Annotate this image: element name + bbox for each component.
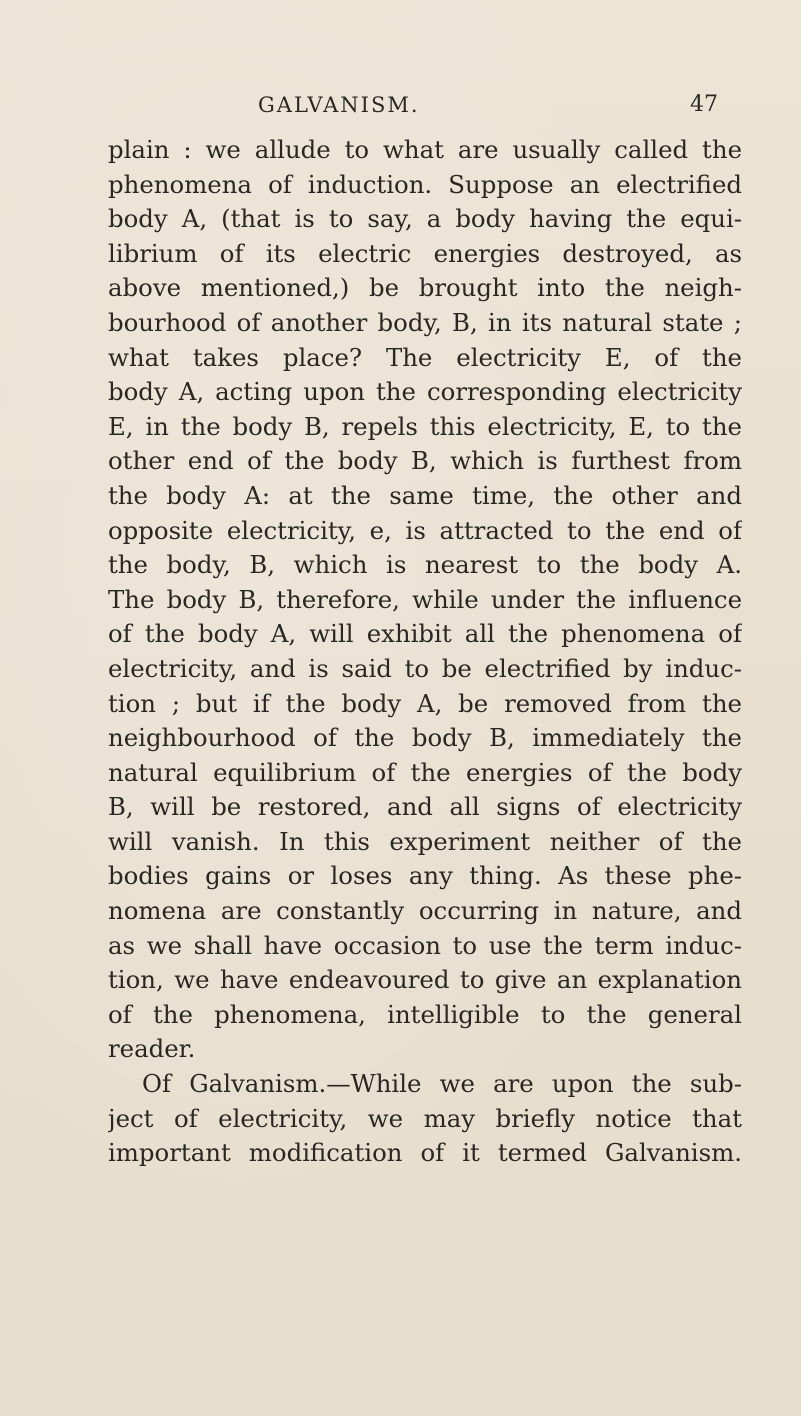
text-line: The body B, therefore, while under the influence bbox=[108, 584, 742, 614]
page-number: 47 bbox=[690, 92, 718, 117]
text-line: what takes place? The electricity E, of the bbox=[108, 342, 742, 372]
text-line: tion ; but if the body A, be removed from the bbox=[108, 688, 742, 718]
text-line: reader. bbox=[108, 1034, 196, 1064]
text-line: nomena are constantly occurring in nature, and bbox=[108, 896, 742, 926]
text-line: body A, (that is to say, a body having the equi- bbox=[108, 204, 742, 234]
text-line: above mentioned,) be brought into the neigh- bbox=[108, 273, 742, 303]
page-header bbox=[0, 88, 801, 122]
text-line: the body, B, which is nearest to the body A. bbox=[108, 550, 742, 580]
section-start-line: Of Galvanism.—While we are upon the sub- bbox=[142, 1069, 742, 1099]
text-line: other end of the body B, which is furthest from bbox=[108, 446, 742, 476]
text-line: opposite electricity, e, is attracted to the end of bbox=[108, 515, 742, 545]
text-line: librium of its electric energies destroyed, as bbox=[108, 238, 742, 268]
text-line: ject of electricity, we may briefly notice that bbox=[108, 1103, 742, 1133]
text-line: bourhood of another body, B, in its natural state ; bbox=[108, 307, 742, 337]
running-head: GALVANISM. bbox=[258, 93, 420, 117]
text-line: E, in the body B, repels this electricity, E, to the bbox=[108, 411, 742, 441]
text-line: natural equilibrium of the energies of the body bbox=[108, 757, 742, 787]
text-line: electricity, and is said to be electrified by induc- bbox=[108, 653, 742, 683]
text-line: of the phenomena, intelligible to the general bbox=[108, 999, 742, 1029]
text-line: plain : we allude to what are usually called the bbox=[108, 135, 742, 164]
text-line: bodies gains or loses any thing. As these phe- bbox=[108, 861, 742, 891]
body-text bbox=[108, 133, 742, 1171]
text-line: body A, acting upon the corresponding electricity bbox=[108, 377, 742, 407]
text-line: important modification of it termed Galvanism. bbox=[108, 1138, 742, 1168]
text-line: neighbourhood of the body B, immediately the bbox=[108, 723, 742, 753]
text-line: will vanish. In this experiment neither of the bbox=[108, 826, 742, 856]
text-line: the body A: at the same time, the other and bbox=[108, 480, 742, 510]
text-line: phenomena of induction. Suppose an electrified bbox=[108, 169, 742, 199]
text-line: B, will be restored, and all signs of electricity bbox=[108, 792, 742, 822]
text-line: tion, we have endeavoured to give an explanation bbox=[108, 965, 742, 995]
text-line: as we shall have occasion to use the term induc- bbox=[108, 930, 742, 960]
text-line: of the body A, will exhibit all the phenomena of bbox=[108, 619, 742, 649]
